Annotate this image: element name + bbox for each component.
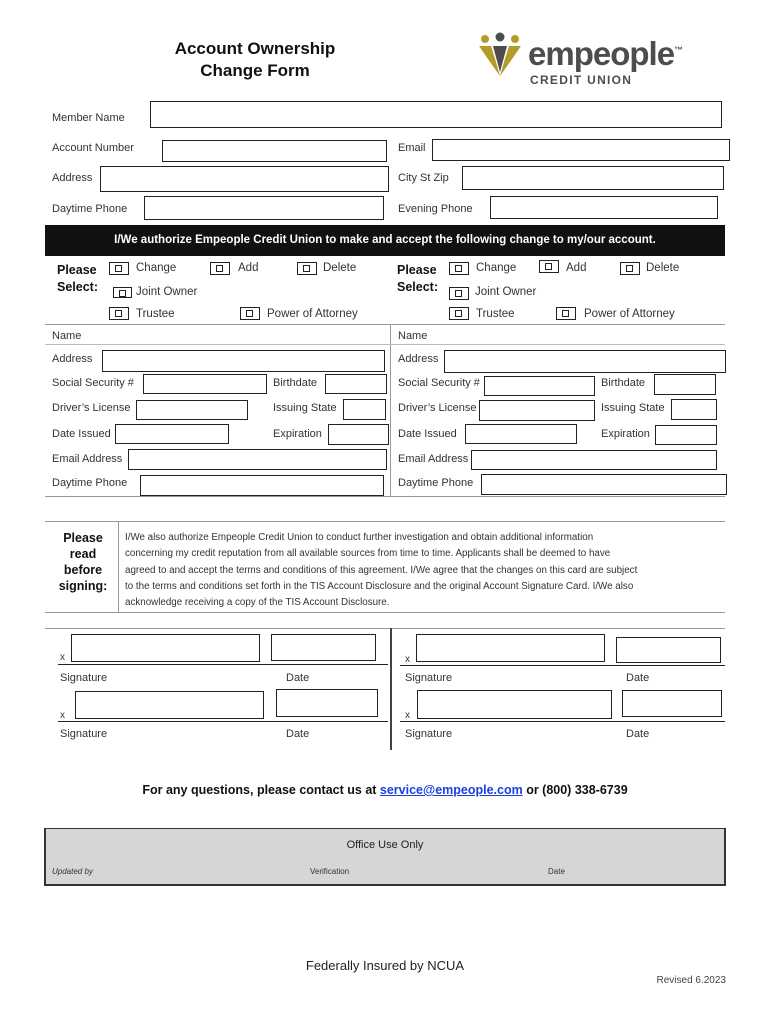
sig2-line <box>400 665 725 666</box>
sig1-line <box>58 664 388 665</box>
empeople-logo <box>476 30 706 90</box>
date3-label: Date <box>286 728 310 740</box>
contact-suffix: or (800) 338-6739 <box>522 783 628 797</box>
email-address-label-left: Email Address <box>52 453 123 465</box>
person-grid-divider <box>390 324 391 496</box>
signature-divider <box>390 628 392 750</box>
address-input-left[interactable] <box>102 350 385 372</box>
sig3-x: x <box>60 710 65 721</box>
date4-input[interactable] <box>622 690 722 717</box>
contact-line <box>0 783 770 797</box>
account-number-input[interactable] <box>162 140 387 162</box>
city-st-zip-input[interactable] <box>462 166 724 190</box>
daytime-phone-label-right: Daytime Phone <box>398 477 474 489</box>
city-st-zip-label: City St Zip <box>398 172 449 184</box>
delete-checkbox-left[interactable] <box>297 262 317 275</box>
signature1-input[interactable] <box>71 634 260 662</box>
daytime-phone-input-left[interactable] <box>140 475 384 496</box>
form-title-line2: Change Form <box>200 61 310 80</box>
sig4-x: x <box>405 710 410 721</box>
member-name-label: Member Name <box>52 112 125 124</box>
evening-phone-label: Evening Phone <box>398 203 473 215</box>
poa-checkbox-left[interactable] <box>240 307 260 320</box>
please-select-left: Please Select: <box>57 263 98 294</box>
date1-label: Date <box>286 672 310 684</box>
issuing-state-label-right: Issuing State <box>601 402 665 414</box>
form-title-line1: Account Ownership <box>174 39 336 58</box>
joint-owner-label-left: Joint Owner <box>136 286 198 298</box>
date-issued-label-left: Date Issued <box>52 428 111 440</box>
office-verification: Verification <box>310 867 350 876</box>
logo-subtitle: CREDIT UNION <box>530 73 633 87</box>
email-input[interactable] <box>432 139 730 161</box>
ssn-input-right[interactable] <box>484 376 595 396</box>
authorize-banner: I/We authorize Empeople Credit Union to make and accept the following change to my/our account. <box>45 225 725 256</box>
address-label-right: Address <box>398 353 439 365</box>
person-grid-top <box>45 324 725 325</box>
trustee-label-left: Trustee <box>136 308 175 320</box>
drivers-license-label-right: Driver’s License <box>398 402 477 414</box>
sig1-label: Signature <box>60 672 108 684</box>
revised-date: Revised 6.2023 <box>656 975 726 986</box>
issuing-state-label-left: Issuing State <box>273 402 337 414</box>
email-address-input-right[interactable] <box>471 450 717 470</box>
office-use-title: Office Use Only <box>346 839 424 851</box>
birthdate-label-right: Birthdate <box>601 377 646 389</box>
daytime-phone-input[interactable] <box>144 196 384 220</box>
ssn-label-right: Social Security # <box>398 377 480 389</box>
change-checkbox-right[interactable] <box>449 262 469 275</box>
member-name-input[interactable] <box>150 101 722 128</box>
daytime-phone-label-left: Daytime Phone <box>52 477 128 489</box>
date-issued-input-right[interactable] <box>465 424 577 444</box>
trustee-checkbox-right[interactable] <box>449 307 469 320</box>
ssn-label-left: Social Security # <box>52 377 134 389</box>
name-line-left <box>45 344 390 345</box>
ssn-input-left[interactable] <box>143 374 267 394</box>
logo-wordmark: empeople™ <box>528 35 683 72</box>
date2-input[interactable] <box>616 637 721 663</box>
add-label-right: Add <box>566 262 587 274</box>
sig4-line <box>400 721 725 722</box>
joint-owner-checkbox-right[interactable] <box>449 287 469 300</box>
date2-label: Date <box>626 672 650 684</box>
trustee-checkbox-left[interactable] <box>109 307 129 320</box>
add-checkbox-left[interactable] <box>210 262 230 275</box>
ncua-insured: Federally Insured by NCUA <box>305 958 465 973</box>
drivers-license-label-left: Driver’s License <box>52 402 131 414</box>
notice-heading: Please read before signing: <box>58 531 108 593</box>
email-label: Email <box>398 142 426 154</box>
expiration-label-left: Expiration <box>273 428 322 440</box>
signature2-input[interactable] <box>416 634 605 662</box>
address-input[interactable] <box>100 166 389 192</box>
logo-people-icon <box>476 32 524 78</box>
office-date: Date <box>548 867 565 876</box>
form-title <box>140 38 370 82</box>
email-address-label-right: Email Address <box>398 453 469 465</box>
poa-checkbox-right[interactable] <box>556 307 576 320</box>
daytime-phone-label: Daytime Phone <box>52 203 128 215</box>
drivers-license-input-left[interactable] <box>136 400 248 420</box>
address-label: Address <box>52 172 93 184</box>
address-input-right[interactable] <box>444 350 726 373</box>
notice-divider <box>118 521 119 612</box>
change-label-right: Change <box>476 262 517 274</box>
signature-top-line <box>45 628 725 629</box>
date-issued-input-left[interactable] <box>115 424 229 444</box>
signature3-input[interactable] <box>75 691 264 719</box>
signature4-input[interactable] <box>417 690 612 719</box>
sig2-label: Signature <box>405 672 453 684</box>
person-grid-bottom <box>45 496 725 497</box>
poa-label-right: Power of Attorney <box>584 308 675 320</box>
issuing-state-input-left[interactable] <box>343 399 386 420</box>
office-use-box <box>44 828 726 886</box>
account-number-label: Account Number <box>52 142 134 154</box>
name-line-right <box>390 344 725 345</box>
contact-email-link[interactable]: service@empeople.com <box>379 783 523 797</box>
change-checkbox-left[interactable] <box>109 262 129 275</box>
change-label-left: Change <box>136 262 177 274</box>
notice-bottom-line <box>45 612 725 613</box>
email-address-input-left[interactable] <box>128 449 387 470</box>
poa-label-left: Power of Attorney <box>267 308 358 320</box>
sig3-label: Signature <box>60 728 108 740</box>
joint-owner-label-right: Joint Owner <box>475 286 537 298</box>
delete-checkbox-right[interactable] <box>620 262 640 275</box>
birthdate-input-left[interactable] <box>325 374 387 394</box>
expiration-input-left[interactable] <box>328 424 389 445</box>
sig4-label: Signature <box>405 728 453 740</box>
joint-owner-checkbox-left[interactable] <box>113 287 132 298</box>
sig1-x: x <box>60 652 65 663</box>
please-select-right: Please Select: <box>397 263 438 294</box>
date4-label: Date <box>626 728 650 740</box>
delete-label-right: Delete <box>646 262 680 274</box>
birthdate-input-right[interactable] <box>654 374 716 395</box>
delete-label-left: Delete <box>323 262 357 274</box>
date1-input[interactable] <box>271 634 376 661</box>
notice-top-line <box>45 521 725 522</box>
sig2-x: x <box>405 654 410 665</box>
sig3-line <box>58 721 388 722</box>
drivers-license-input-right[interactable] <box>479 400 595 421</box>
issuing-state-input-right[interactable] <box>671 399 717 420</box>
trustee-label-right: Trustee <box>476 308 515 320</box>
add-checkbox-right[interactable] <box>539 260 559 273</box>
expiration-label-right: Expiration <box>601 428 650 440</box>
name-label-left: Name <box>52 330 82 342</box>
notice-text: I/We also authorize Empeople Credit Union to conduct further investigation and obtain additional information concerning my credit reputation from all available sources from time to time. Applicants shall be deemed to have agreed to and accept the terms and conditions of this agreement. I/We agree that the changes on this card are subject to the terms and conditions set forth in the TIS Account Disclosure and the original Account Signature Card. I/We also acknowledge receiving a copy of the TIS Account Disclosure. <box>125 532 638 609</box>
contact-prefix: For any questions, please contact us at <box>142 783 380 797</box>
evening-phone-input[interactable] <box>490 196 718 219</box>
date3-input[interactable] <box>276 689 378 717</box>
add-label-left: Add <box>238 262 259 274</box>
address-label-left: Address <box>52 353 93 365</box>
office-updated-by: Updated by <box>52 867 93 876</box>
birthdate-label-left: Birthdate <box>273 377 318 389</box>
expiration-input-right[interactable] <box>655 425 717 445</box>
date-issued-label-right: Date Issued <box>398 428 457 440</box>
name-label-right: Name <box>398 330 428 342</box>
daytime-phone-input-right[interactable] <box>481 474 727 495</box>
